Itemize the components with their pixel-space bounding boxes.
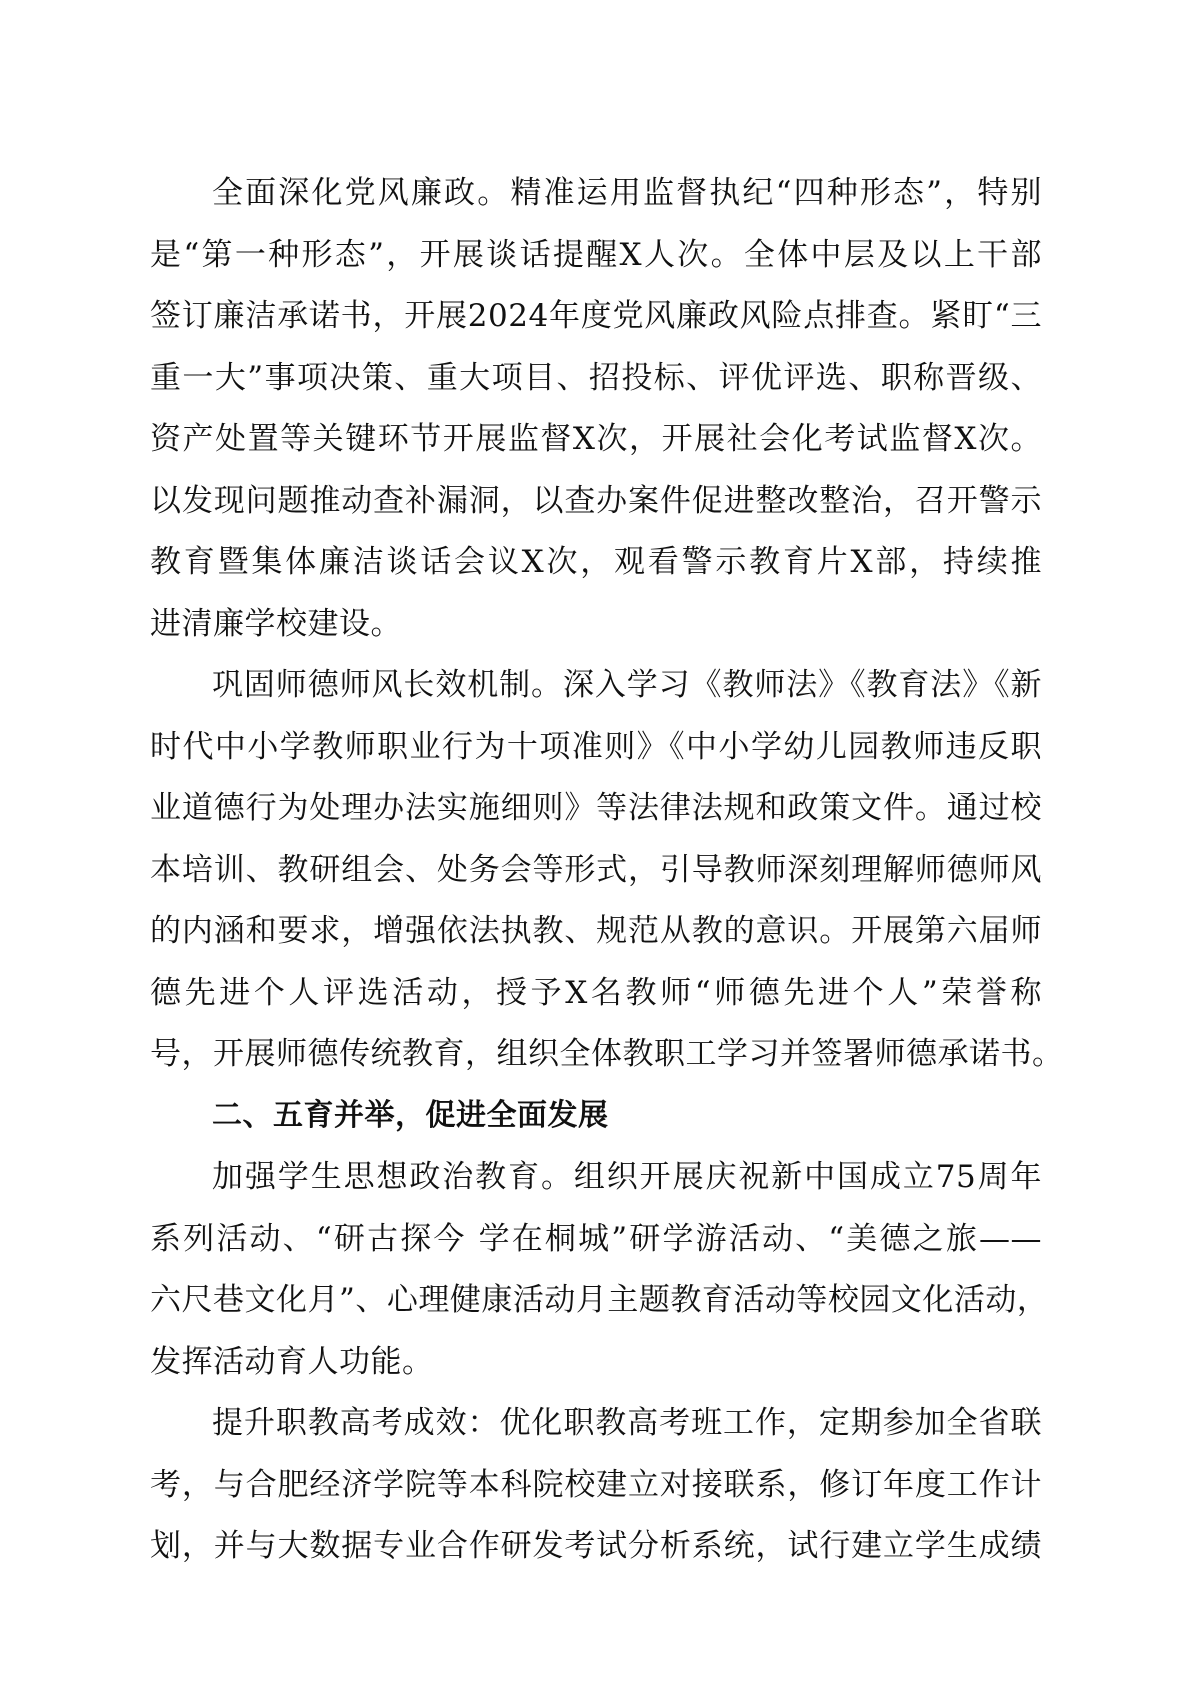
paragraph-line: 是“第一种形态”，开展谈话提醒X人次。全体中层及以上干部 bbox=[150, 236, 1042, 273]
paragraph-line: 德先进个人评选活动，授予X名教师“师德先进个人”荣誉称 bbox=[150, 974, 1042, 1011]
paragraph-line: 巩固师德师风长效机制。深入学习《教师法》《教育法》《新 bbox=[212, 667, 1042, 703]
paragraph-line: 提升职教高考成效：优化职教高考班工作，定期参加全省联 bbox=[212, 1405, 1042, 1441]
paragraph-line: 进清廉学校建设。 bbox=[150, 605, 402, 642]
paragraph-line: 的内涵和要求，增强依法执教、规范从教的意识。开展第六届师 bbox=[150, 913, 1042, 949]
paragraph-line: 六尺巷文化月”、心理健康活动月主题教育活动等校园文化活动， bbox=[150, 1282, 1049, 1318]
paragraph-line: 时代中小学教师职业行为十项准则》《中小学幼儿园教师违反职 bbox=[150, 728, 1042, 765]
paragraph-line: 签订廉洁承诺书，开展2024年度党风廉政风险点排查。紧盯“三 bbox=[150, 298, 1042, 334]
paragraph-line: 重一大”事项决策、重大项目、招投标、评优评选、职称晋级、 bbox=[150, 359, 1042, 396]
document-body bbox=[150, 173, 1064, 1588]
section-heading: 二、五育并举，促进全面发展 bbox=[212, 1097, 609, 1133]
paragraph-line: 考，与合肥经济学院等本科院校建立对接联系，修订年度工作计 bbox=[150, 1466, 1042, 1503]
paragraph-line: 教育暨集体廉洁谈话会议X次，观看警示教育片X部，持续推 bbox=[150, 544, 1042, 580]
paragraph-line: 业道德行为处理办法实施细则》等法律法规和政策文件。通过校 bbox=[150, 790, 1042, 826]
paragraph-line: 加强学生思想政治教育。组织开展庆祝新中国成立75周年 bbox=[212, 1159, 1042, 1195]
paragraph-line: 资产处置等关键环节开展监督X次，开展社会化考试监督X次。 bbox=[150, 421, 1042, 457]
paragraph-line: 号，开展师德传统教育，组织全体教职工学习并签署师德承诺书。 bbox=[150, 1036, 1064, 1072]
paragraph-line: 划，并与大数据专业合作研发考试分析系统，试行建立学生成绩 bbox=[150, 1528, 1042, 1564]
paragraph-line: 本培训、教研组会、处务会等形式，引导教师深刻理解师德师风 bbox=[150, 851, 1042, 888]
paragraph-line: 发挥活动育人功能。 bbox=[150, 1343, 434, 1380]
paragraph-line: 全面深化党风廉政。精准运用监督执纪“四种形态”，特别 bbox=[212, 175, 1042, 211]
paragraph-line: 以发现问题推动查补漏洞，以查办案件促进整改整治，召开警示 bbox=[150, 482, 1042, 519]
paragraph-line: 系列活动、“研古探今 学在桐城”研学游活动、“美德之旅—— bbox=[150, 1220, 1042, 1257]
